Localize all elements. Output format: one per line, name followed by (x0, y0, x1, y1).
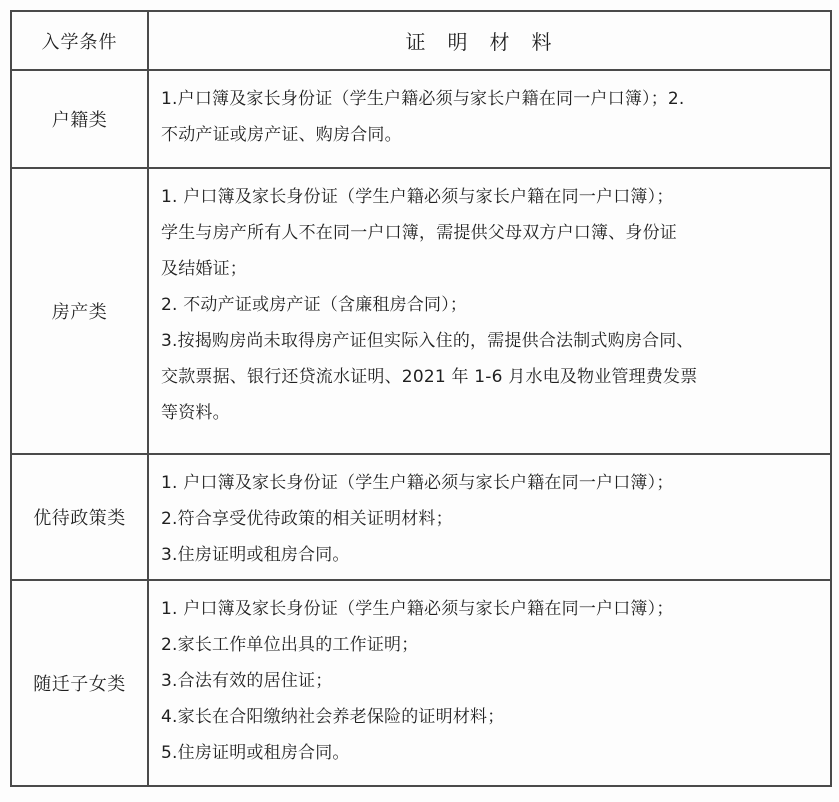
material-line: 及结婚证； (161, 259, 247, 279)
materials-cell (148, 580, 831, 786)
table-header-row (11, 11, 831, 70)
header-materials: 证明材料 (148, 11, 831, 70)
material-line: 3.按揭购房尚未取得房产证但实际入住的，需提供合法制式购房合同、 (161, 331, 694, 351)
material-line: 2.符合享受优待政策的相关证明材料； (161, 509, 453, 529)
material-line: 学生与房产所有人不在同一户口簿，需提供父母双方户口簿、身份证 (161, 223, 677, 243)
category-cell: 户籍类 (11, 70, 148, 168)
materials-cell (148, 454, 831, 580)
material-line: 3.住房证明或租房合同。 (161, 545, 350, 565)
material-line: 等资料。 (161, 403, 230, 423)
category-cell: 随迁子女类 (11, 580, 148, 786)
material-line: 2. 不动产证或房产证（含廉租房合同）； (161, 295, 468, 315)
material-line: 5.住房证明或租房合同。 (161, 743, 350, 763)
enrollment-requirements-table (10, 10, 832, 787)
table-row-preferential-policy (11, 454, 831, 580)
material-line: 不动产证或房产证、购房合同。 (161, 125, 402, 145)
material-line: 2.家长工作单位出具的工作证明； (161, 635, 419, 655)
header-condition: 入学条件 (11, 11, 148, 70)
material-line: 交款票据、银行还贷流水证明、2021 年 1-6 月水电及物业管理费发票 (161, 367, 698, 387)
material-line: 1. 户口簿及家长身份证（学生户籍必须与家长户籍在同一户口簿）； (161, 599, 674, 619)
material-line: 3.合法有效的居住证； (161, 671, 333, 691)
material-line: 4.家长在合阳缴纳社会养老保险的证明材料； (161, 707, 505, 727)
table-row-household (11, 70, 831, 168)
table-row-property (11, 168, 831, 454)
material-line: 1. 户口簿及家长身份证（学生户籍必须与家长户籍在同一户口簿）； (161, 473, 674, 493)
category-cell: 优待政策类 (11, 454, 148, 580)
material-line: 1.户口簿及家长身份证（学生户籍必须与家长户籍在同一户口簿）；2. (161, 89, 685, 109)
material-line: 1. 户口簿及家长身份证（学生户籍必须与家长户籍在同一户口簿）； (161, 187, 674, 207)
table-row-migrant-children (11, 580, 831, 786)
materials-cell (148, 70, 831, 168)
materials-cell (148, 168, 831, 454)
category-cell: 房产类 (11, 168, 148, 454)
